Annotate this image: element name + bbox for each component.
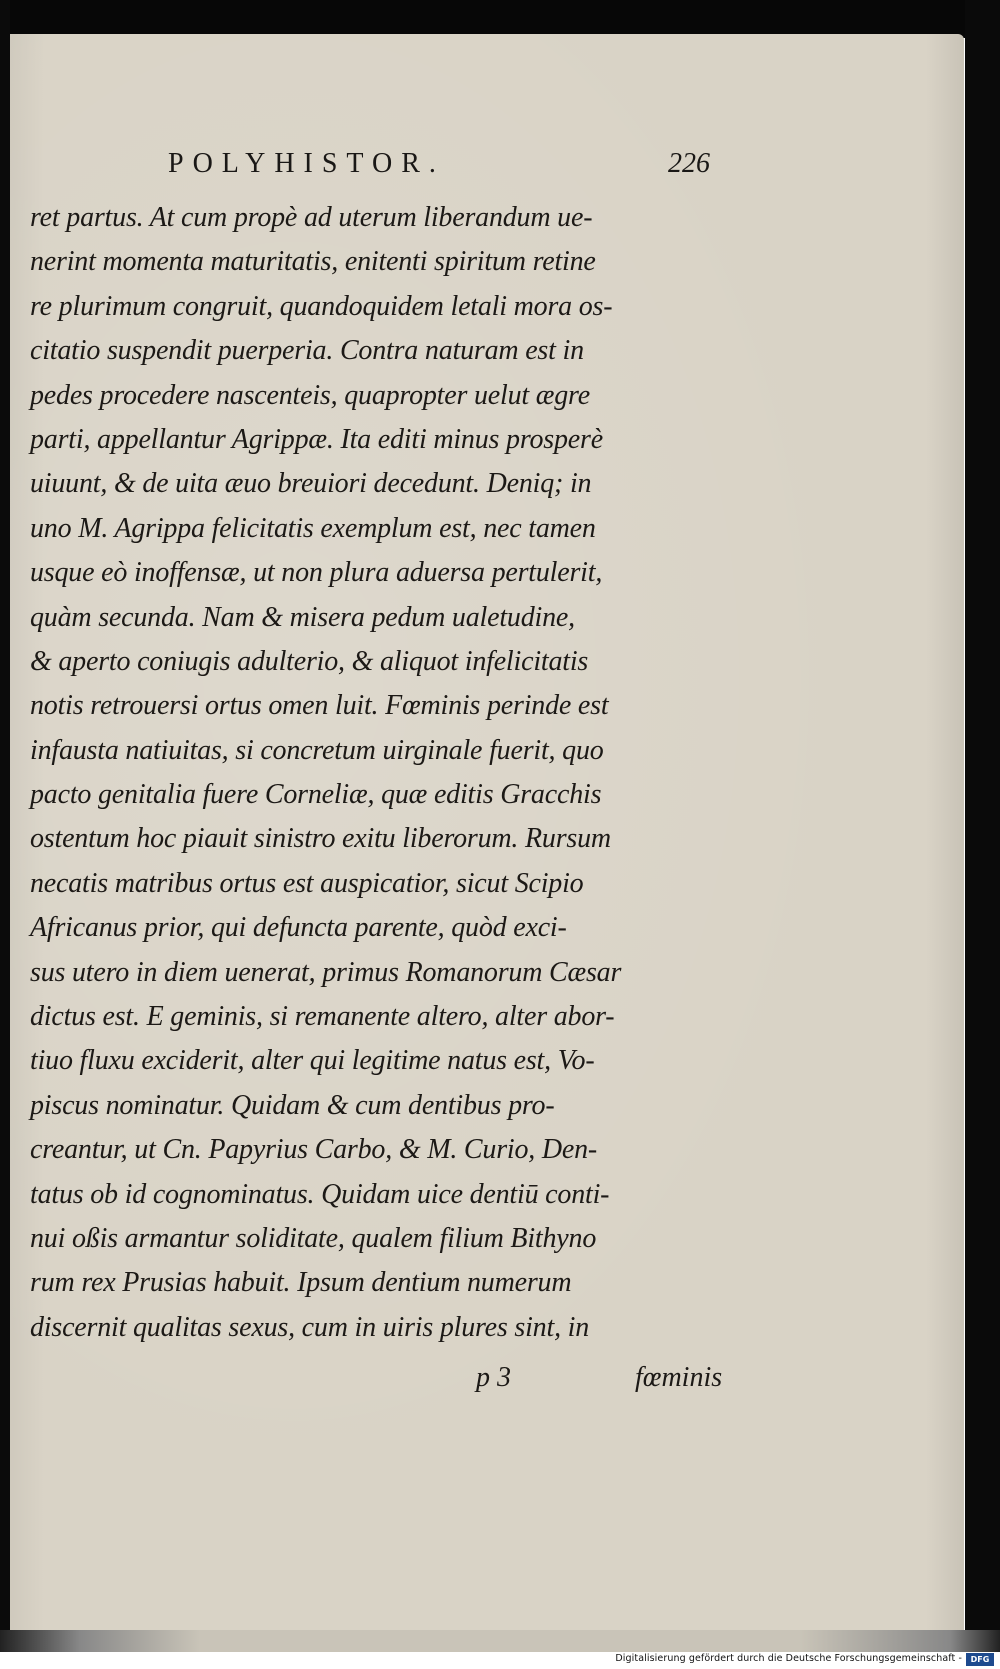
text-line: re plurimum congruit, quandoquidem letali mora os- (30, 290, 613, 322)
signature-mark: p 3 (476, 1362, 511, 1393)
text-line: pedes procedere nascenteis, quapropter uelut ægre (30, 379, 590, 411)
dfg-logo: DFG (966, 1653, 994, 1666)
text-line: notis retrouersi ortus omen luit. Fœminis perinde est (30, 690, 609, 722)
text-line: tatus ob id cognominatus. Quidam uice dentiū conti- (30, 1178, 610, 1210)
text-line: necatis matribus ortus est auspicatior, sicut Scipio (30, 867, 584, 899)
catch-line (30, 1362, 750, 1402)
text-line: uiuunt, & de uita æuo breuiori decedunt. Deniq; in (30, 468, 592, 500)
text-line: piscus nominatur. Quidam & cum dentibus pro- (30, 1089, 555, 1121)
funding-credit: Digitalisierung gefördert durch die Deutsche Forschungsgemeinschaft - (615, 1653, 962, 1664)
text-line: quàm secunda. Nam & misera pedum ualetudine, (30, 601, 575, 633)
running-title: POLYHISTOR. (168, 148, 445, 179)
text-line: Africanus prior, qui defuncta parente, quòd exci- (30, 912, 567, 944)
text-line: nerint momenta maturitatis, enitenti spiritum retine (30, 246, 596, 278)
scan-left-border (0, 0, 10, 1669)
text-line: sus utero in diem uenerat, primus Romanorum Cæsar (30, 956, 622, 988)
scan-top-border (0, 0, 1000, 38)
text-line: rum rex Prusias habuit. Ipsum dentium numerum (30, 1267, 572, 1299)
text-line: citatio suspendit puerperia. Contra naturam est in (30, 335, 584, 367)
text-line: creantur, ut Cn. Papyrius Carbo, & M. Curio, Den- (30, 1134, 598, 1166)
page-header (0, 148, 1000, 188)
text-line: usque eò inoffensæ, ut non plura aduersa pertulerit, (30, 557, 603, 589)
text-line: uno M. Agrippa felicitatis exemplum est, nec tamen (30, 512, 596, 544)
scan-right-border (965, 0, 1000, 1650)
text-line: infausta natiuitas, si concretum uirginale fuerit, quo (30, 734, 604, 766)
text-line: & aperto coniugis adulterio, & aliquot infelicitatis (30, 645, 589, 677)
catchword: fœminis (635, 1362, 723, 1393)
text-line: pacto genitalia fuere Corneliæ, quæ editis Gracchis (30, 779, 602, 811)
body-text (30, 196, 750, 1350)
text-line: parti, appellantur Agrippæ. Ita editi minus prosperè (30, 423, 603, 455)
text-line: dictus est. E geminis, si remanente altero, alter abor- (30, 1001, 615, 1033)
text-line: nui oßis armantur soliditate, qualem filium Bithyno (30, 1222, 597, 1254)
scan-bottom-edge (0, 1630, 1000, 1652)
text-line: discernit qualitas sexus, cum in uiris plures sint, in (30, 1311, 590, 1343)
text-line: ostentum hoc piauit sinistro exitu liberorum. Rursum (30, 823, 611, 855)
page-number: 226 (668, 148, 710, 179)
text-line: ret partus. At cum propè ad uterum liberandum ue- (30, 202, 593, 233)
text-line: tiuo fluxu exciderit, alter qui legitime natus est, Vo- (30, 1045, 595, 1077)
